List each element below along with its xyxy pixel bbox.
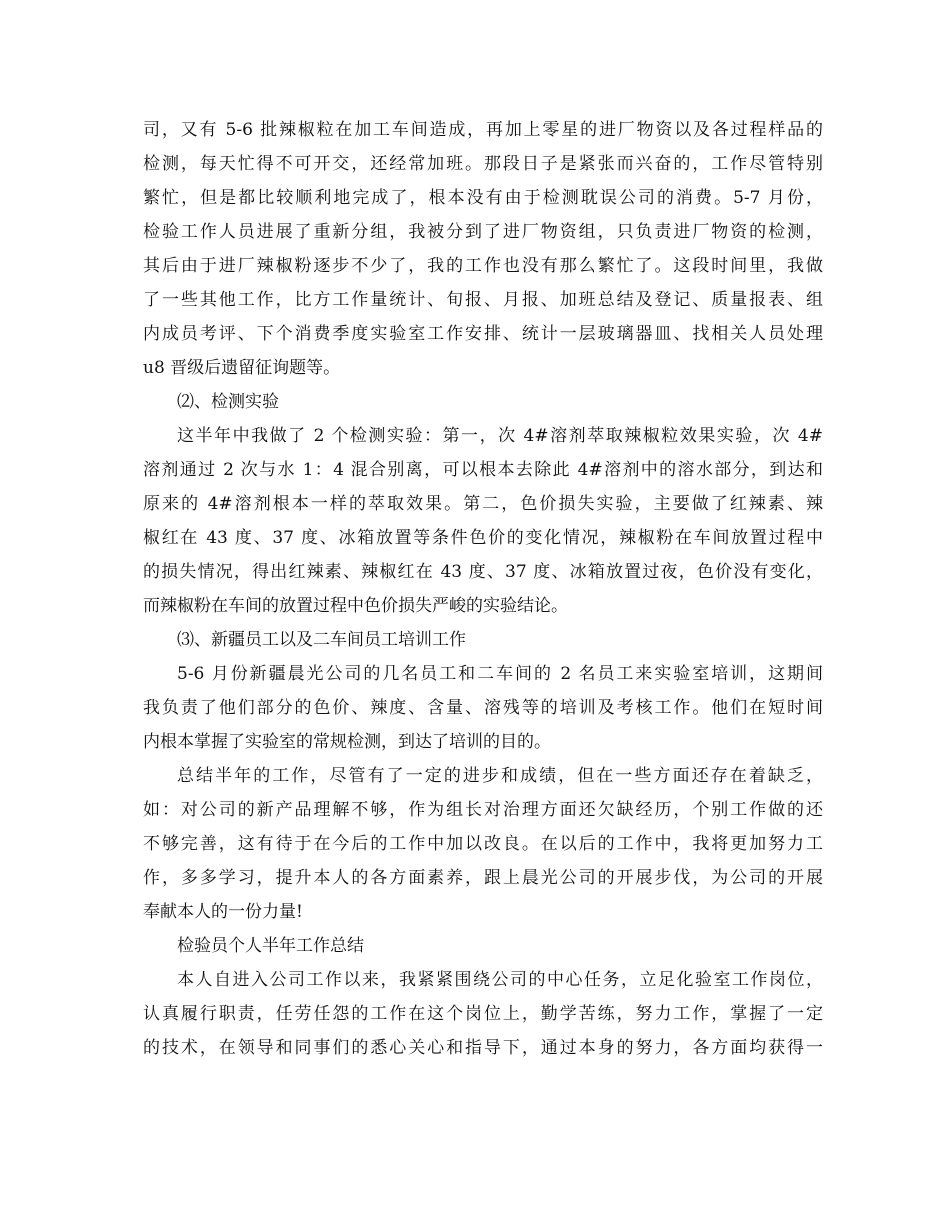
text-line: 椒红在 43 度、37 度、冰箱放置等条件色价的变化情况，辣椒粉在车间放置过程中: [143, 528, 823, 548]
text-line: 而辣椒粉在车间的放置过程中色价损失严峻的实验结论。: [143, 596, 568, 616]
text-line: 5-6 月份新疆晨光公司的几名员工和二车间的 2 名员工来实验室培训，这期间: [177, 664, 823, 684]
text-line: 了一些其他工作，比方工作量统计、旬报、月报、加班总结及登记、质量报表、组: [143, 290, 823, 310]
section-heading: ⑶、新疆员工以及二车间员工培训工作: [177, 630, 466, 650]
text-line: 本人自进入公司工作以来，我紧紧围绕公司的中心任务，立足化验室工作岗位，: [177, 970, 823, 990]
text-line: 溶剂通过 2 次与水 1：4 混合别离，可以根本去除此 4#溶剂中的溶水部分，到达和: [143, 460, 823, 480]
text-line: 原来的 4#溶剂根本一样的萃取效果。第二，色价损失实验，主要做了红辣素、辣: [143, 494, 823, 514]
text-line: 其后由于进厂辣椒粉逐步不少了，我的工作也没有那么繁忙了。这段时间里，我做: [143, 256, 823, 276]
text-line: 内成员考评、下个消费季度实验室工作安排、统计一层玻璃器皿、找相关人员处理: [143, 324, 823, 344]
text-line: 奉献本人的一份力量!: [143, 902, 303, 922]
text-line: 我负责了他们部分的色价、辣度、含量、溶残等的培训及考核工作。他们在短时间: [143, 698, 823, 718]
text-line: 作，多多学习，提升本人的各方面素养，跟上晨光公司的开展步伐，为公司的开展: [143, 868, 823, 888]
section-heading: ⑵、检测实验: [177, 392, 279, 412]
text-line: u8 晋级后遗留征询题等。: [143, 358, 341, 378]
text-line: 司，又有 5-6 批辣椒粒在加工车间造成，再加上零星的进厂物资以及各过程样品的: [143, 120, 823, 140]
text-line: 不够完善，这有待于在今后的工作中加以改良。在以后的工作中，我将更加努力工: [143, 834, 823, 854]
text-line: 这半年中我做了 2 个检测实验：第一，次 4#溶剂萃取辣椒粒效果实验，次 4#: [177, 426, 823, 446]
text-line: 认真履行职责，任劳任怨的工作在这个岗位上，勤学苦练，努力工作，掌握了一定: [143, 1004, 823, 1024]
text-line: 的技术，在领导和同事们的悉心关心和指导下，通过本身的努力，各方面均获得一: [143, 1038, 823, 1058]
text-line: 检测，每天忙得不可开交，还经常加班。那段日子是紧张而兴奋的，工作尽管特别: [143, 154, 823, 174]
text-line: 的损失情况，得出红辣素、辣椒红在 43 度、37 度、冰箱放置过夜，色价没有变化，: [143, 562, 823, 582]
document-body: [143, 113, 823, 1065]
text-line: 如：对公司的新产品理解不够，作为组长对治理方面还欠缺经历，个别工作做的还: [143, 800, 823, 820]
text-line: 总结半年的工作，尽管有了一定的进步和成绩，但在一些方面还存在着缺乏，: [177, 766, 823, 786]
text-line: 繁忙，但是都比较顺利地完成了，根本没有由于检测耽误公司的消费。5-7 月份，: [143, 188, 823, 208]
section-heading: 检验员个人半年工作总结: [177, 936, 364, 956]
text-line: 检验工作人员进展了重新分组，我被分到了进厂物资组，只负责进厂物资的检测，: [143, 222, 823, 242]
text-line: 内根本掌握了实验室的常规检测，到达了培训的目的。: [143, 732, 551, 752]
